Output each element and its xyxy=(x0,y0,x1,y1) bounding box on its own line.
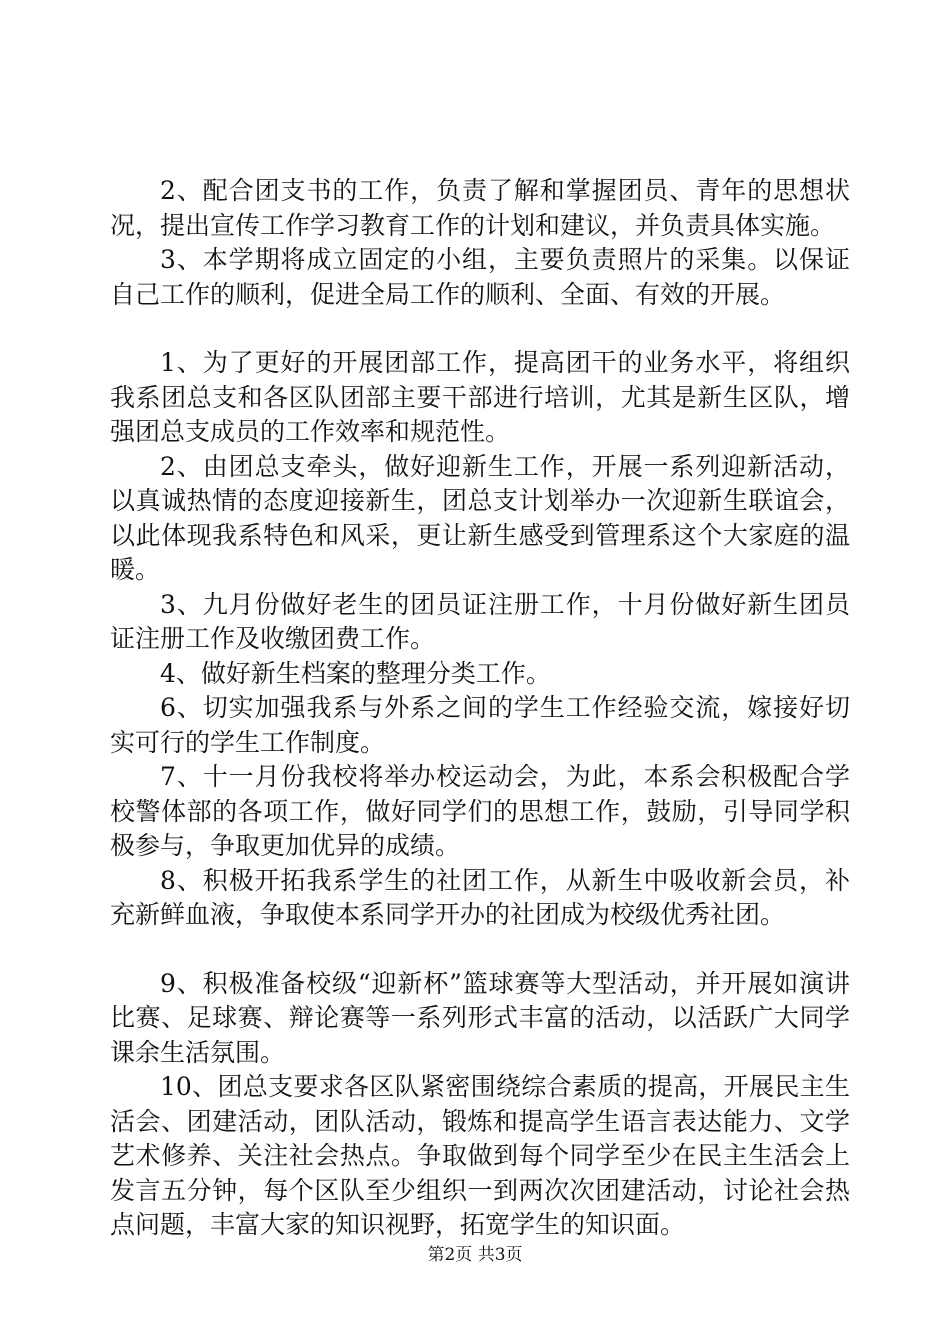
paragraph-7-sports-meet: 7、十一月份我校将举办校运动会，为此，本系会积极配合学校警体部的各项工作，做好同学们的思想工作，鼓励，引导同学积极参与，争取更加优异的成绩。 xyxy=(110,762,850,860)
paragraph-2-propaganda: 2、配合团支书的工作，负责了解和掌握团员、青年的思想状况，提出宣传工作学习教育工作的计划和建议，并负责具体实施。 xyxy=(110,176,850,240)
section-gap xyxy=(110,933,850,967)
paragraph-4-archives: 4、做好新生档案的整理分类工作。 xyxy=(160,658,551,688)
paragraph-2-freshmen: 2、由团总支牵头，做好迎新生工作，开展一系列迎新活动，以真诚热情的态度迎接新生，团总支计划举办一次迎新生联谊会，以此体现我系特色和风采，更让新生感受到管理系这个大家庭的温暖。 xyxy=(110,451,850,584)
paragraph-9-basketball: 9、积极准备校级“迎新杯”篮球赛等大型活动，并开展如演讲比赛、足球赛、辩论赛等一系列形式丰富的活动，以活跃广大同学课余生活氛围。 xyxy=(110,968,850,1067)
paragraph-1-training: 1、为了更好的开展团部工作，提高团干的业务水平，将组织我系团总支和各区队团部主要干部进行培训，尤其是新生区队，增强团总支成员的工作效率和规范性。 xyxy=(110,348,850,446)
document-body xyxy=(110,174,850,1243)
paragraph-3-registration: 3、九月份做好老生的团员证注册工作，十月份做好新生团员证注册工作及收缴团费工作。 xyxy=(110,589,850,653)
paragraph-10-democratic-life: 10、团总支要求各区队紧密围绕综合素质的提高，开展民主生活会、团建活动，团队活动，锻炼和提高学生语言表达能力、文学艺术修养、关注社会热点。争取做到每个同学至少在民主生活会上发言五分钟，每个区队至少组织一到两次次团建活动，讨论社会热点问题，丰富大家的知识视野，拓宽学生的知识面。 xyxy=(110,1072,850,1239)
page-number-footer: 第2页 共3页 xyxy=(427,1245,523,1265)
paragraph-8-clubs: 8、积极开拓我系学生的社团工作，从新生中吸收新会员，补充新鲜血液，争取使本系同学开办的社团成为校级优秀社团。 xyxy=(110,865,850,929)
section-gap xyxy=(110,312,850,346)
paragraph-3-photo-group: 3、本学期将成立固定的小组，主要负责照片的采集。以保证自己工作的顺利，促进全局工作的顺利、全面、有效的开展。 xyxy=(110,245,850,309)
paragraph-6-exchange: 6、切实加强我系与外系之间的学生工作经验交流，嫁接好切实可行的学生工作制度。 xyxy=(110,693,850,757)
